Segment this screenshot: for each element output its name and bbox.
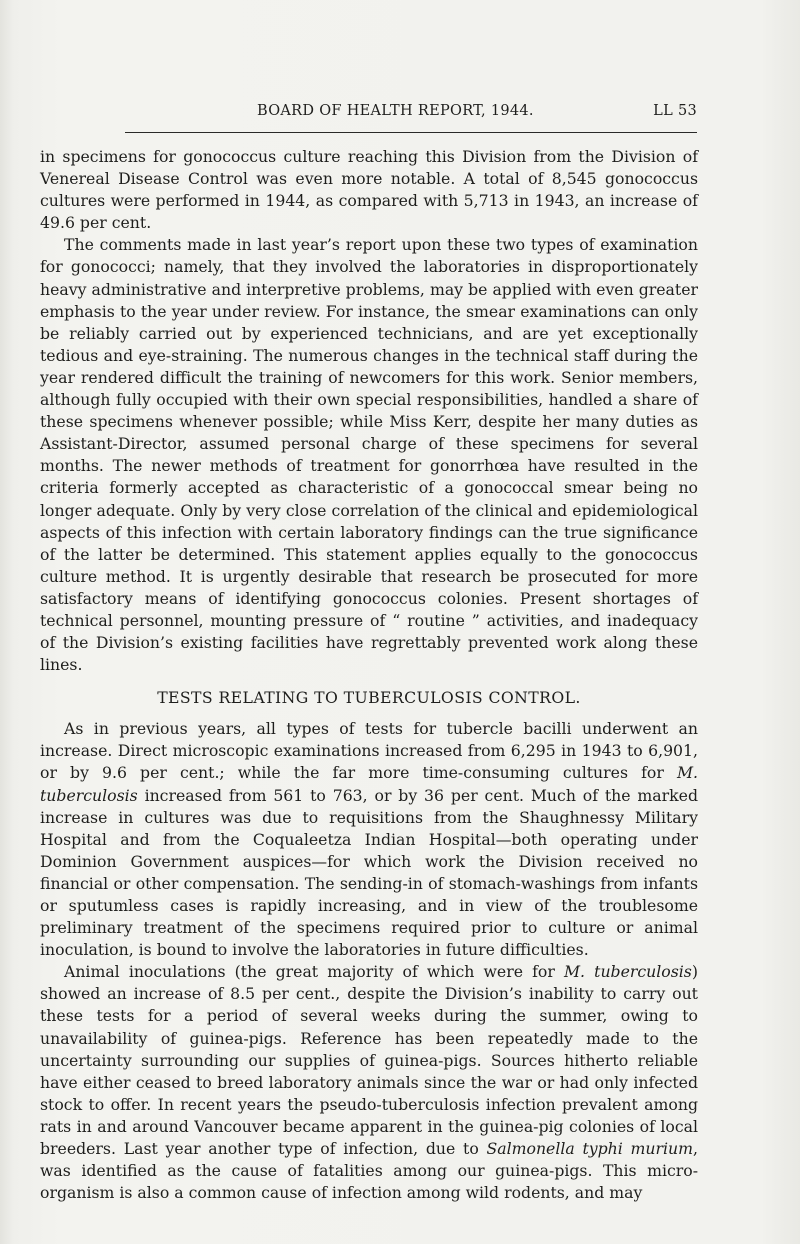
section-heading: TESTS RELATING TO TUBERCULOSIS CONTROL.	[157, 688, 581, 708]
page-number: LL 53	[653, 103, 697, 119]
body-text	[40, 146, 698, 1204]
paragraph-animal-inoculations	[40, 961, 698, 1204]
paragraph-gonococcus-cultures: in specimens for gonococcus culture reaching this Division from the Division of Venereal Disease Control was even more notable. A total of 8,545 gonococcus cultures were performed in 1944, as compared with 5,713 in 1943, an increase of 49.6 per cent.	[40, 147, 698, 233]
header-title: BOARD OF HEALTH REPORT, 1944.	[257, 103, 534, 119]
paragraph-gonococci-comments: The comments made in last year’s report upon these two types of examination for gonococci; namely, that they involved the laboratories in disproportionately heavy administrative and interpretive problems, may be applied with even greater emphasis to the year under review. For instance, the smear examinations can only be reliably carried out by experienced technicians, and are yet exceptionally tedious and eye-straining. The numerous changes in the technical staff during the year rendered difficult the training of newcomers for this work. Senior members, although fully occupied with their own special responsibilities, handled a share of these specimens whenever possible; while Miss Kerr, despite her many duties as Assistant-Director, assumed personal charge of these specimens for several months. The newer methods of treatment for gonorrhœa have resulted in the criteria formerly accepted as characteristic of a gonococcal smear being no longer adequate. Only by very close correlation of the clinical and epidemiological aspects of this infection with certain laboratory findings can the true significance of the latter be determined. This statement applies equally to the gonococcus culture method. It is urgently desirable that research be prosecuted for more satisfactory means of identifying gonococcus colonies. Present shortages of technical personnel, mounting pressure of “ routine ” activities, and inadequacy of the Division’s existing facilities have regrettably prevented work along these lines.	[40, 235, 698, 675]
running-header	[125, 103, 697, 123]
species-name: M. tuberculosis	[563, 962, 692, 982]
species-name: M. tuberculosis	[40, 763, 698, 805]
species-name: Salmonella typhi murium	[486, 1139, 693, 1159]
paragraph-text: increased from 561 to 763, or by 36 per cent. Much of the marked increase in cultures was due to requisitions from the Shaughnessy Military Hospital and from the Coqualeetza Indian Hospital—both operating under Dominion Government auspices—for which work the Division received no financial or other compensation. The sending-in of stomach-washings from infants or sputumless cases is rapidly increasing, and in view of the troublesome preliminary treatment of the specimens required prior to culture or animal inoculation, is bound to involve the laboratories in future difficulties.	[40, 785, 698, 960]
paragraph-text: As in previous years, all types of tests for tubercle bacilli underwent an increase. Direct microscopic examinations increased from 6,295 in 1943 to 6,901, or by 9.6 per cent.; while the far more time-consuming cultures for	[40, 719, 698, 783]
paragraph-text: Animal inoculations (the great majority of which were for	[64, 962, 555, 982]
paragraph-tubercle-tests	[40, 718, 698, 961]
header-rule	[125, 132, 697, 133]
paragraph-text: ) showed an increase of 8.5 per cent., despite the Division’s inability to carry out these tests for a period of several weeks during the summer, owing to unavailability of guinea-pigs. Reference has been repeatedly made to the uncertainty surrounding our supplies of guinea-pigs. Sources hitherto reliable have either ceased to breed laboratory animals since the war or had only infected stock to offer. In recent years the pseudo-tuberculosis infection prevalent among rats in and around Vancouver became apparent in the guinea-pig colonies of local breeders. Last year another type of infection, due to	[40, 962, 698, 1159]
paragraph-text: , was identified as the cause of fatalities among our guinea-pigs. This micro-organism is also a common cause of infection among wild rodents, and may	[40, 1139, 698, 1203]
